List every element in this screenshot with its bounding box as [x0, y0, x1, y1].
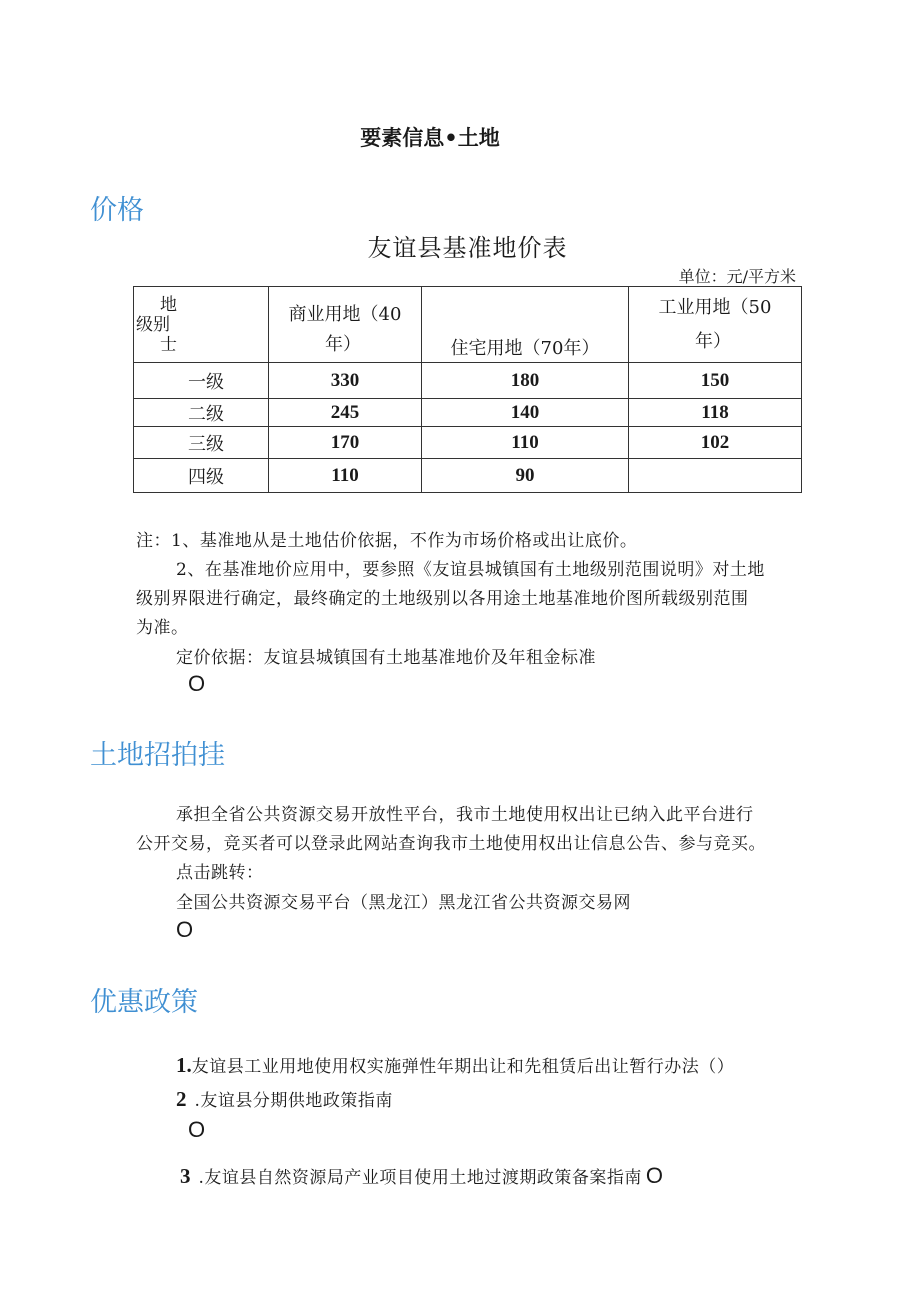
row-level: 四级: [134, 459, 269, 493]
policy-item-3-number: 3: [180, 1164, 191, 1188]
policy-item-3[interactable]: [180, 1163, 663, 1189]
cell-commercial: 110: [269, 459, 422, 493]
header-industrial-line2: 年）: [695, 330, 731, 352]
land-link-marker[interactable]: O: [176, 917, 194, 942]
trading-platform-links[interactable]: 全国公共资源交易平台（黑龙江）黑龙江省公共资源交易网: [176, 893, 631, 913]
cell-industrial: 118: [629, 399, 802, 427]
policy-item-1[interactable]: [176, 1052, 734, 1078]
corner-text-line2: 级别: [136, 314, 170, 335]
cell-industrial: 150: [629, 363, 802, 399]
policy-item-2-text: .友谊县分期供地政策指南: [194, 1091, 393, 1111]
cell-residential: 90: [422, 459, 629, 493]
corner-text-line1: 地: [160, 294, 177, 315]
row-level: 三级: [134, 427, 269, 459]
table-row: [134, 363, 802, 399]
header-commercial-line1: 商业用地（40: [288, 304, 402, 325]
cell-commercial: 245: [269, 399, 422, 427]
price-table-title: 友谊县基准地价表: [367, 234, 568, 262]
policy-item-1-text: 友谊县工业用地使用权实施弹性年期出让和先租赁后出让暂行办法（）: [191, 1057, 735, 1077]
corner-text-line3: 士: [160, 334, 177, 355]
cell-residential: 140: [422, 399, 629, 427]
price-table-unit: 单位：元/平方米: [678, 267, 796, 286]
cell-residential: 180: [422, 363, 629, 399]
note-2-line2: 级别界限进行确定，最终确定的土地级别以各用途土地基准地价图所载级别范围: [136, 589, 749, 609]
cell-commercial: 330: [269, 363, 422, 399]
cell-commercial: 170: [269, 427, 422, 459]
header-corner-cell: [134, 287, 269, 363]
policy-item-2-marker[interactable]: O: [188, 1117, 206, 1142]
document-title: 要素信息•土地: [360, 126, 500, 150]
row-level: 一级: [134, 363, 269, 399]
price-link-marker[interactable]: O: [188, 671, 206, 696]
price-table: [133, 286, 802, 493]
table-header-row: [134, 287, 802, 363]
row-level: 二级: [134, 399, 269, 427]
section-heading-policy: 优惠政策: [90, 987, 198, 1018]
section-heading-price: 价格: [90, 195, 144, 226]
policy-item-1-number: 1.: [176, 1053, 192, 1077]
note-2-line3: 为准。: [136, 618, 189, 638]
cell-residential: 110: [422, 427, 629, 459]
header-commercial-line2: 年）: [325, 334, 361, 355]
pricing-basis: 定价依据：友谊县城镇国有土地基准地价及年租金标准: [176, 648, 596, 668]
jump-label: 点击跳转：: [176, 863, 264, 883]
cell-industrial: 102: [629, 427, 802, 459]
header-residential: 住宅用地（70年）: [422, 287, 629, 363]
header-industrial-line1: 工业用地（50: [658, 296, 772, 318]
land-para-line1: 承担全省公共资源交易开放性平台，我市土地使用权出让已纳入此平台进行: [176, 805, 754, 825]
table-row: [134, 399, 802, 427]
header-industrial: [629, 287, 802, 363]
section-heading-land: 土地招拍挂: [90, 740, 225, 771]
cell-industrial: [629, 459, 802, 493]
policy-item-2[interactable]: [176, 1086, 393, 1112]
note-2-line1: 2、在基准地价应用中，要参照《友谊县城镇国有土地级别范围说明》对土地: [176, 560, 765, 580]
land-para-line2: 公开交易，竞买者可以登录此网站查询我市土地使用权出让信息公告、参与竞买。: [136, 834, 766, 854]
note-1: 注：1、基准地从是土地估价依据，不作为市场价格或出让底价。: [136, 531, 638, 551]
policy-item-3-marker[interactable]: O: [645, 1163, 664, 1188]
table-row: [134, 459, 802, 493]
policy-item-2-number: 2: [176, 1087, 187, 1111]
policy-item-3-text: .友谊县自然资源局产业项目使用土地过渡期政策备案指南: [198, 1168, 642, 1188]
table-row: [134, 427, 802, 459]
header-commercial: [269, 287, 422, 363]
